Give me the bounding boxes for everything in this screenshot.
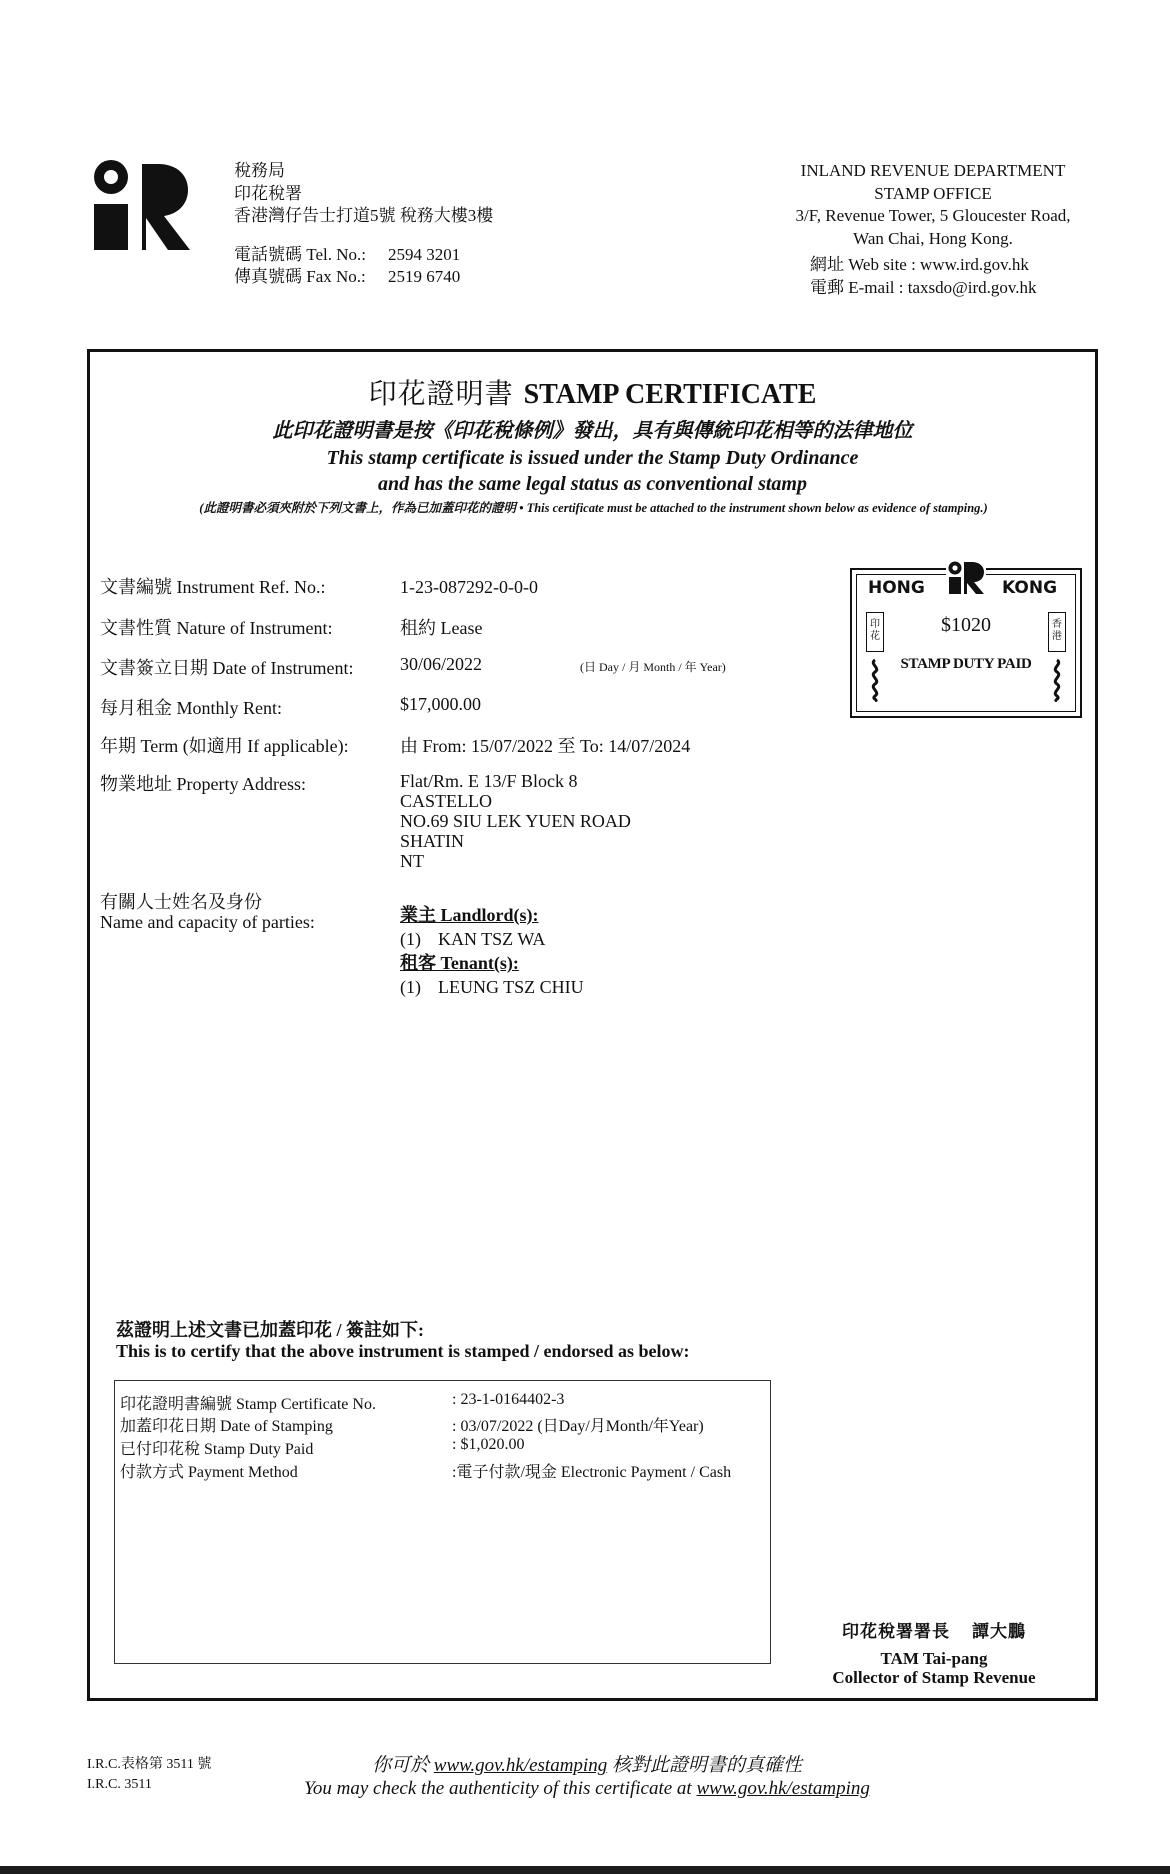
website-link[interactable]: 網址 Web site : www.ird.gov.hk [810,255,1029,274]
stamp-duty-paid-label: STAMP DUTY PAID [900,656,1032,672]
estamping-link-en[interactable]: www.gov.hk/estamping [696,1778,870,1799]
estamping-link-zh[interactable]: www.gov.hk/estamping [433,1755,608,1776]
nature-label: 文書性質 Nature of Instrument: [100,618,333,638]
address-line: Flat/Rm. E 13/F Block 8 [400,771,578,791]
date-format-hint: (日 Day / 月 Month / 年 Year) [580,660,726,674]
payment-method-label: 付款方式 Payment Method [120,1464,298,1481]
payment-method-value: :電子付款/現金 Electronic Payment / Cash [452,1464,732,1481]
address-line: NO.69 SIU LEK YUEN ROAD [400,811,631,831]
form-number-en: I.R.C. 3511 [87,1777,152,1792]
collector-title-en: Collector of Stamp Revenue [832,1668,1036,1687]
certify-statement-zh: 茲證明上述文書已加蓋印花 / 簽註如下: [116,1320,424,1340]
term-label: 年期 Term (如適用 If applicable): [100,736,349,756]
office-name-zh: 印花稅署 [234,183,302,203]
stamp-ird-logo [946,560,986,596]
attachment-note: (此證明書必須夾附於下列文書上，作為已加蓋印花的證明 • This certificate must be attached to the instrument shown below as evidence of stamping.) [199,501,988,515]
tel-row: 電話號碼 Tel. No.: 2594 3201 [234,244,493,267]
dept-name-en: INLAND REVENUE DEPARTMENT [800,161,1066,180]
landlord-item: (1) KAN TSZ WA [400,929,546,949]
certificate-subtitle: 此印花證明書是按《印花稅條例》發出，具有與傳統印花相等的法律地位 This stamp certificate is issued under the Stamp Duty Ordinance and has the same legal status as conventional stamp [272,420,913,495]
bottom-bar [0,1866,1170,1874]
stamp-kong-text: KONG [1002,578,1058,598]
address-en-2: Wan Chai, Hong Kong. [853,228,1013,248]
form-number-zh: I.R.C.表格第 3511 號 [87,1757,212,1772]
address-en-1: 3/F, Revenue Tower, 5 Gloucester Road, [795,206,1071,225]
certificate-title: 印花證明書 STAMP CERTIFICATE [368,379,817,410]
address-line: SHATIN [400,831,465,851]
tenant-heading: 租客 Tenant(s): [400,953,519,973]
collector-name-zh: 譚大鵬 [972,1622,1026,1641]
dept-name-zh: 稅務局 [234,161,285,180]
duty-paid-value: : $1,020.00 [452,1436,525,1453]
rent-label: 每月租金 Monthly Rent: [100,698,283,718]
landlord-heading: 業主 Landlord(s): [400,905,539,925]
address-line: NT [400,851,424,871]
parties-list [400,903,584,999]
stamp-seal-left: 印花 [866,612,884,652]
property-address [400,771,631,871]
rent-value: $17,000.00 [400,694,481,714]
stamping-date-label: 加蓋印花日期 Date of Stamping [120,1418,333,1435]
email-link[interactable]: 電郵 E-mail : taxsdo@ird.gov.hk [810,277,1037,297]
certify-statement-en: This is to certify that the above instrument is stamped / endorsed as below: [116,1341,690,1361]
collector-signature-block [820,1622,1048,1687]
tenant-item: (1) LEUNG TSZ CHIU [400,977,584,997]
office-name-en: STAMP OFFICE [874,183,992,203]
header-left [234,160,493,289]
duty-paid-label: 已付印花稅 Stamp Duty Paid [120,1441,314,1458]
address-line: CASTELLO [400,791,492,811]
date-label: 文書簽立日期 Date of Instrument: [100,658,354,678]
fax-row: 傳真號碼 Fax No.: 2519 6740 [234,266,493,289]
address-zh: 香港灣仔告士打道5號 稅務大樓3樓 [234,206,494,225]
ref-value: 1-23-087292-0-0-0 [400,577,538,597]
collector-title-zh: 印花稅署署長 [842,1622,950,1641]
verify-notice-en: You may check the authenticity of this certificate at www.gov.hk/estamping [304,1778,870,1799]
collector-name-en: TAM Tai-pang [880,1649,988,1668]
nature-value: 租約 Lease [400,618,483,638]
tel-value: 2594 3201 [388,244,461,264]
cert-no-label: 印花證明書編號 Stamp Certificate No. [120,1396,376,1413]
stamp-ornament-left [867,658,883,702]
stamp-seal-right: 香港 [1048,612,1066,652]
verify-notice-zh: 你可於 www.gov.hk/estamping 核對此證明書的真確性 [372,1755,802,1776]
parties-label: 有關人士姓名及身份 Name and capacity of parties: [100,892,315,932]
stamping-date-value: : 03/07/2022 (日Day/月Month/年Year) [452,1418,704,1435]
header-right [780,160,1086,299]
date-value: 30/06/2022 [400,654,483,674]
fax-value: 2519 6740 [388,267,461,286]
address-label: 物業地址 Property Address: [100,774,306,794]
stamp-hong-text: HONG [868,578,925,598]
cert-no-value: : 23-1-0164402-3 [452,1391,565,1408]
ird-logo [94,160,190,250]
stamp-amount: $1020 [941,614,991,636]
stamp-ornament-right [1049,658,1065,702]
ref-label: 文書編號 Instrument Ref. No.: [100,577,326,597]
term-value: 由 From: 15/07/2022 至 To: 14/07/2024 [400,736,691,756]
